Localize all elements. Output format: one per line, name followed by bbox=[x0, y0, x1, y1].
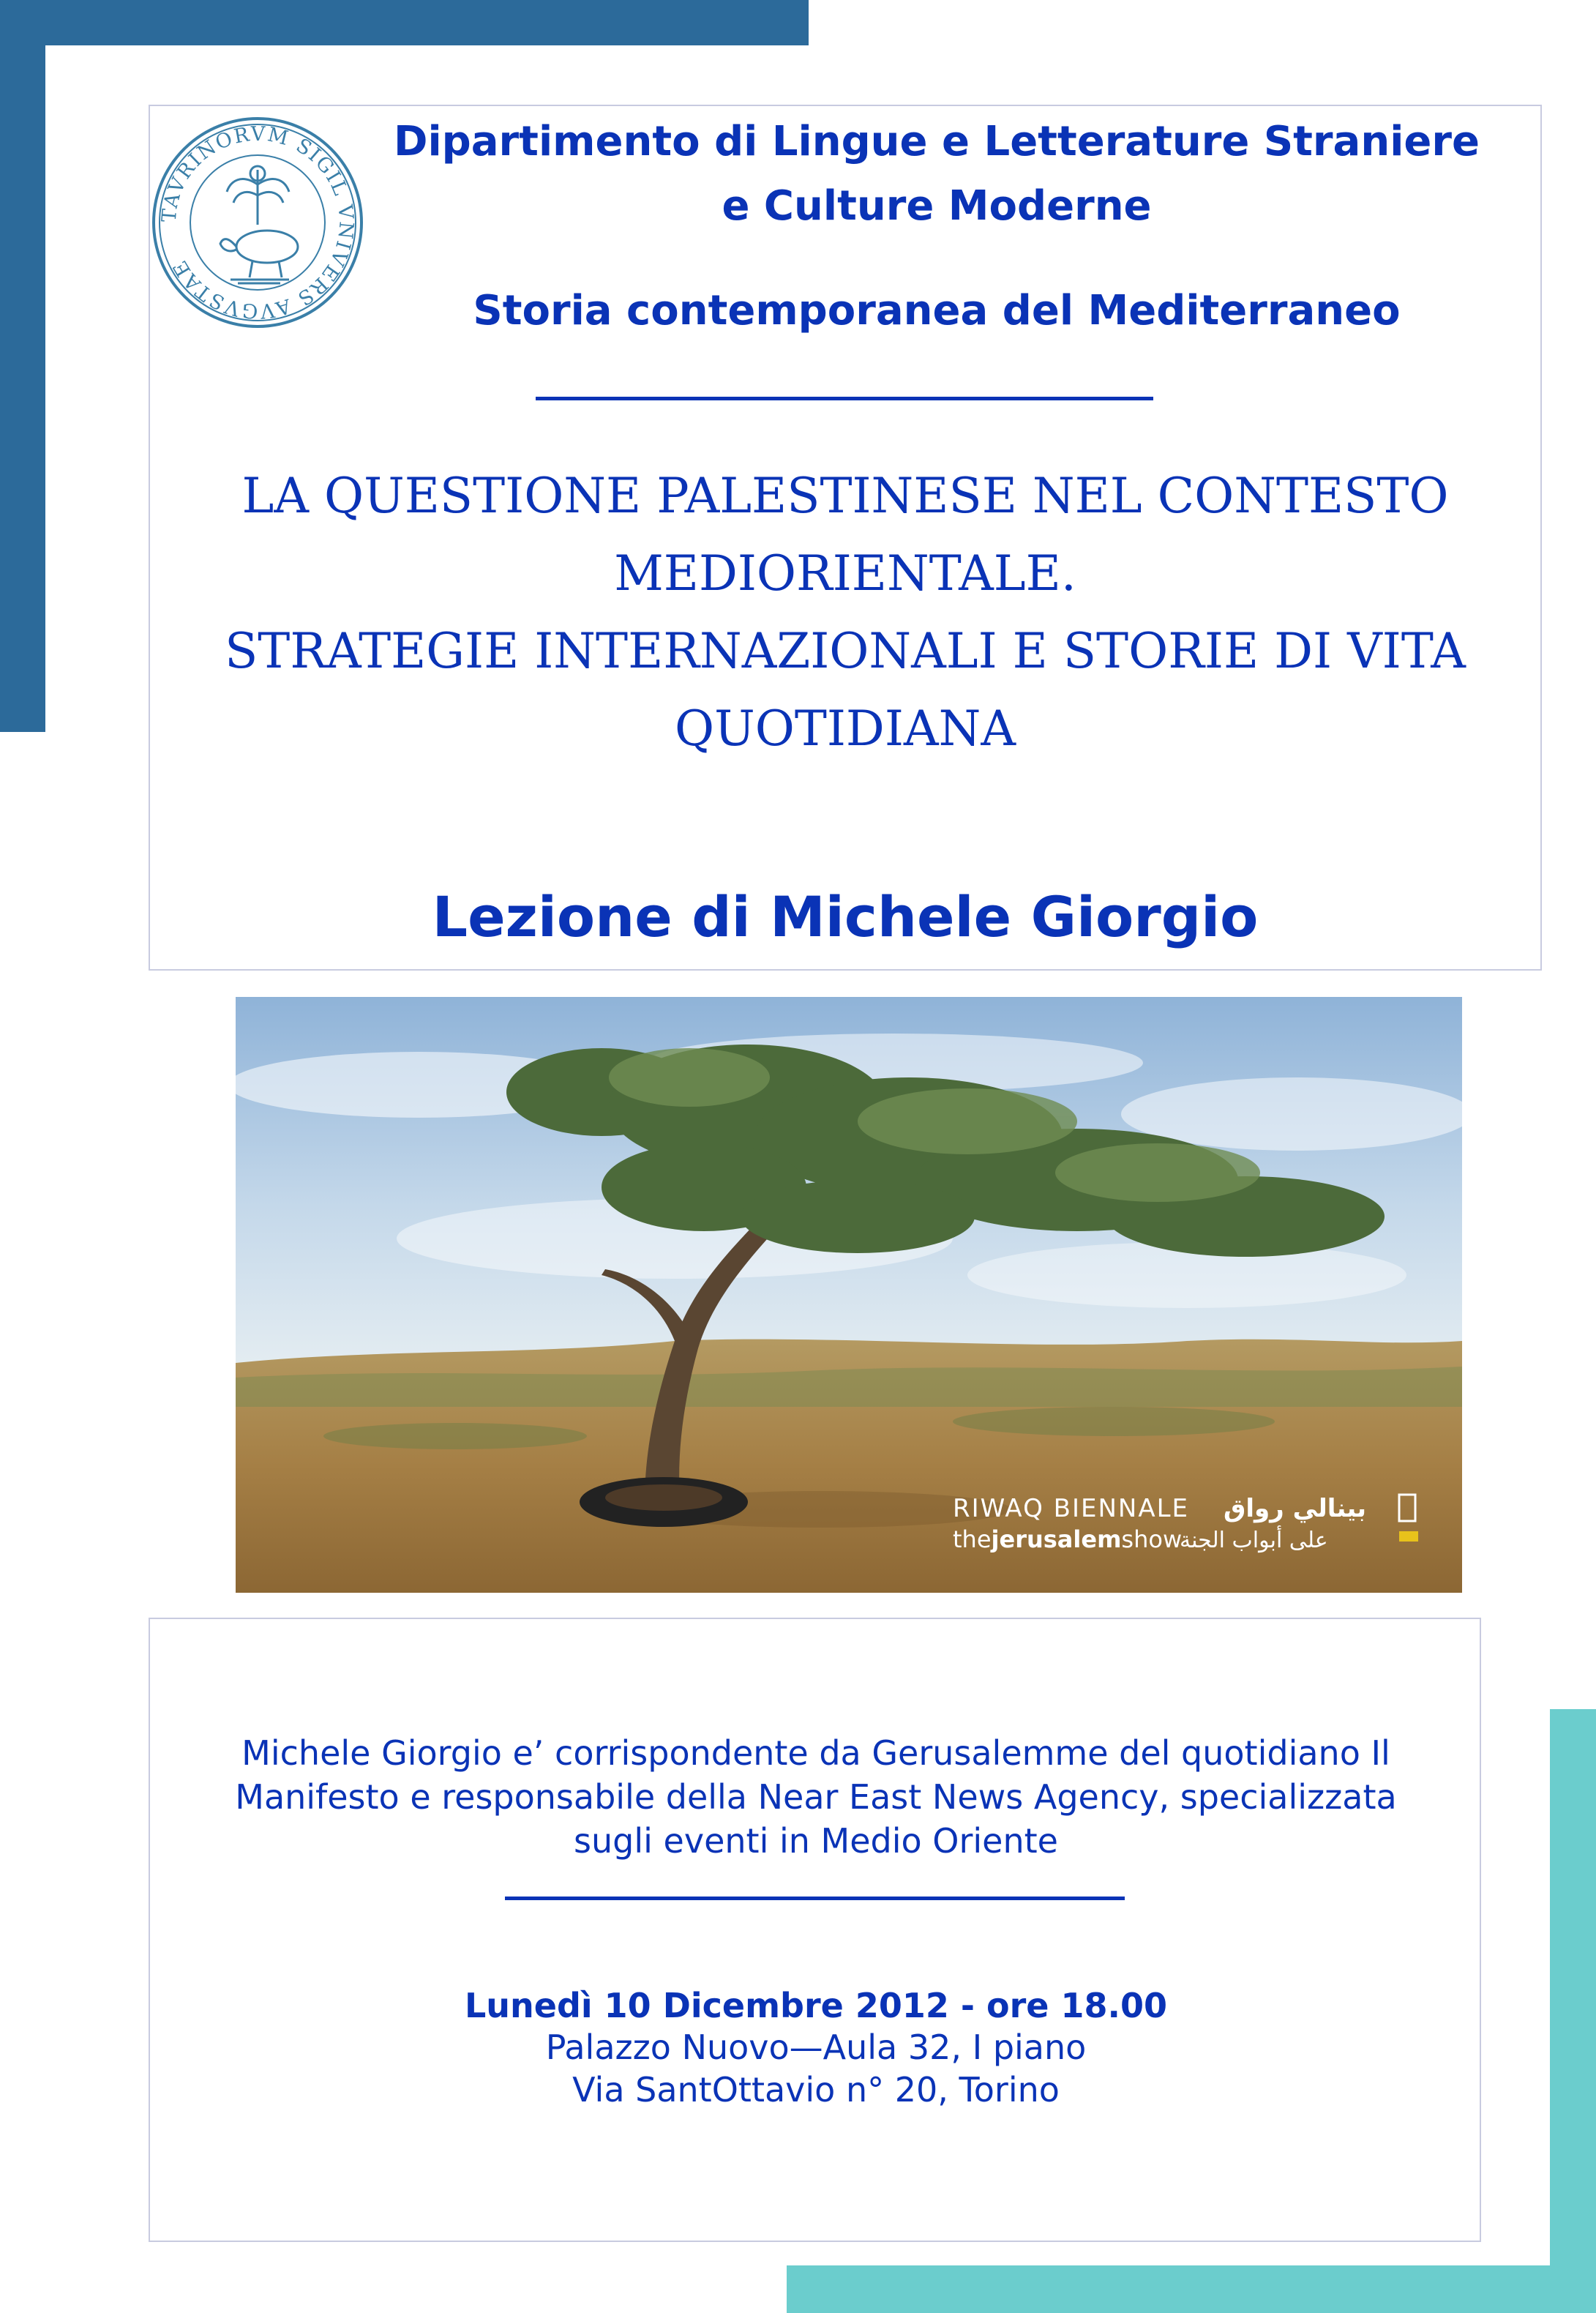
seal-inscription: TAVRINORVM SIGIL VNIVERS AVGVSTAE bbox=[157, 122, 358, 323]
department-name-line-1: Dipartimento di Lingue e Letterature Straniere bbox=[394, 118, 1480, 165]
event-photo bbox=[236, 997, 1462, 1593]
lecture-title-line-4: QUOTIDIANA bbox=[675, 700, 1016, 757]
speaker-bio-line-2: Manifesto e responsabile della Near East News Agency, specializzata bbox=[235, 1777, 1397, 1817]
decorative-bar-right bbox=[1550, 1709, 1596, 2313]
speaker-bio bbox=[168, 1731, 1464, 1863]
event-venue: Palazzo Nuovo—Aula 32, I piano bbox=[545, 2028, 1087, 2067]
decorative-bar-left bbox=[0, 0, 45, 732]
photo-caption-arabic-1: بينالي رواق bbox=[1224, 1494, 1367, 1523]
course-name: Storia contemporanea del Mediterraneo bbox=[473, 287, 1401, 335]
decorative-bar-bottom bbox=[787, 2265, 1596, 2313]
department-name bbox=[366, 110, 1507, 239]
jerusalem-show-logo-icon bbox=[1399, 1531, 1418, 1542]
lecture-title-line-1: LA QUESTIONE PALESTINESE NEL CONTESTO bbox=[241, 468, 1449, 524]
lecture-title-line-2: MEDIORIENTALE. bbox=[614, 545, 1076, 602]
speaker-bio-line-1: Michele Giorgio e’ corrispondente da Gerusalemme del quotidiano Il bbox=[241, 1733, 1390, 1773]
university-seal bbox=[150, 115, 365, 330]
photo-caption-biennale: RIWAQ BIENNALE bbox=[953, 1494, 1190, 1523]
photo-caption-arabic-2: على أبواب الجنة bbox=[1180, 1528, 1328, 1553]
event-date: Lunedì 10 Dicembre 2012 - ore 18.00 bbox=[464, 1986, 1168, 2025]
divider-top bbox=[536, 397, 1153, 400]
lecture-title-line-3: STRATEGIE INTERNAZIONALI E STORIE DI VITA bbox=[225, 623, 1466, 679]
event-address: Via SantOttavio n° 20, Torino bbox=[572, 2070, 1060, 2110]
photo-caption-show: thejerusalemshow bbox=[953, 1525, 1183, 1553]
department-name-line-2: e Culture Moderne bbox=[722, 182, 1152, 230]
decorative-bar-top bbox=[0, 0, 809, 45]
speaker-heading: Lezione di Michele Giorgio bbox=[432, 884, 1259, 949]
divider-bottom bbox=[505, 1897, 1125, 1900]
info-box bbox=[149, 1618, 1481, 2242]
speaker-bio-line-3: sugli eventi in Medio Oriente bbox=[574, 1821, 1058, 1861]
lecture-title bbox=[161, 457, 1529, 768]
